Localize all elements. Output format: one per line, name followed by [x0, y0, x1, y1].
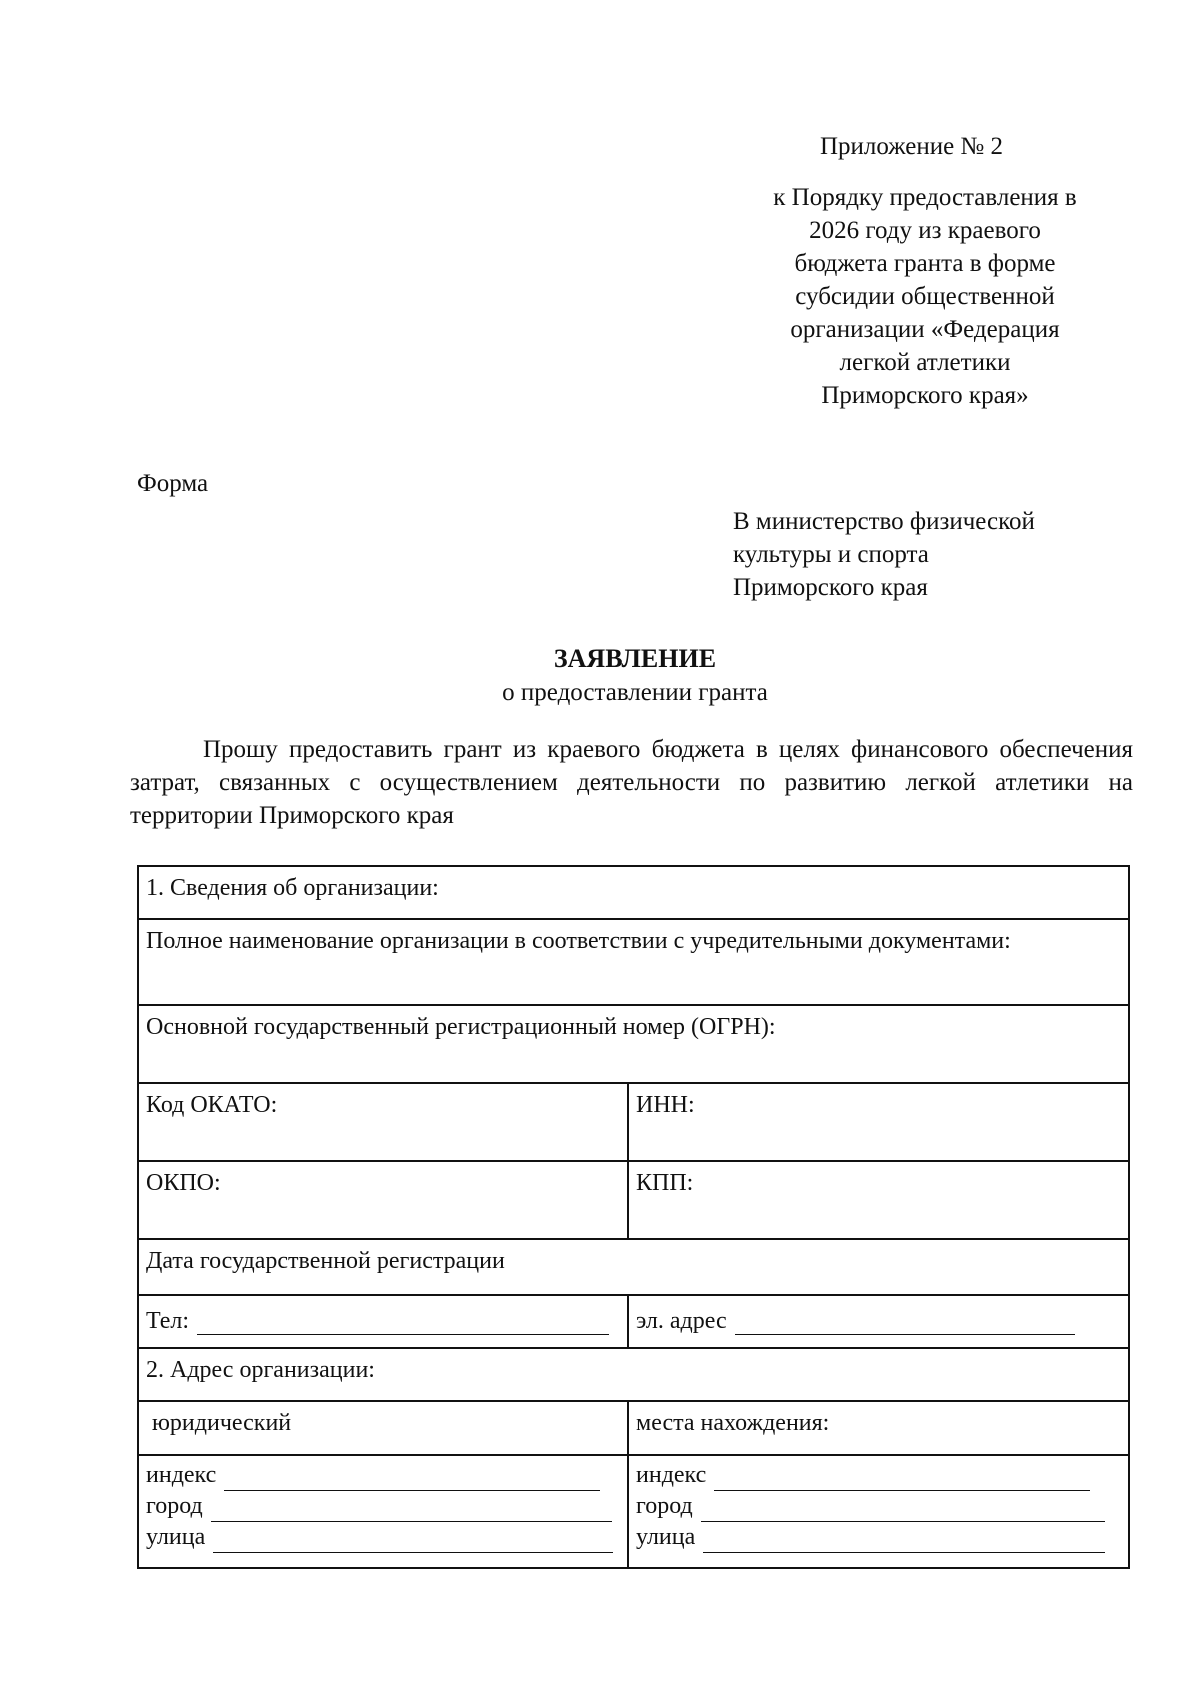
location-address-heading: места нахождения:	[628, 1401, 1129, 1455]
appendix-line: бюджета гранта в форме	[794, 250, 1056, 277]
table-row	[138, 919, 1129, 1005]
location-index-input[interactable]	[714, 1468, 1090, 1491]
request-paragraph: Прошу предоставить грант из краевого бюджета в целях финансового обеспечения затрат, связанных с осуществлением деятельности по развитию легкой атлетики на территории Приморского края	[130, 736, 1133, 829]
appendix-line: субсидии общественной	[795, 283, 1055, 310]
legal-index-input[interactable]	[224, 1468, 600, 1491]
city-label: город	[636, 1493, 693, 1519]
email-label: эл. адрес	[636, 1308, 727, 1334]
inn-field[interactable]: ИНН:	[628, 1083, 1129, 1161]
email-blank-line[interactable]	[735, 1314, 1075, 1335]
registration-date-field[interactable]: Дата государственной регистрации	[138, 1239, 1129, 1295]
addressee-line: В министерство физической	[733, 508, 1035, 535]
appendix-line: 2026 году из краевого	[809, 217, 1041, 244]
table-row	[138, 1083, 1129, 1161]
document-title: ЗАЯВЛЕНИЕ	[553, 644, 717, 673]
phone-field[interactable]	[138, 1295, 628, 1348]
location-city-input[interactable]	[701, 1499, 1105, 1522]
index-label: индекс	[636, 1462, 707, 1488]
table-row	[138, 1348, 1129, 1401]
city-label: город	[146, 1493, 203, 1519]
phone-blank-line[interactable]	[197, 1314, 609, 1335]
legal-street-input[interactable]	[213, 1530, 613, 1553]
appendix-line: Приморского края»	[821, 382, 1029, 409]
appendix-reference	[735, 181, 1115, 412]
appendix-block	[735, 130, 1135, 412]
organization-info-table	[137, 865, 1130, 1569]
phone-label: Тел:	[146, 1308, 190, 1334]
table-row	[138, 1455, 1129, 1568]
appendix-line: легкой атлетики	[839, 349, 1011, 376]
location-street-input[interactable]	[703, 1530, 1105, 1553]
table-row	[138, 866, 1129, 919]
addressee-line: Приморского края	[733, 574, 928, 601]
section2-heading: 2. Адрес организации:	[138, 1348, 1129, 1401]
kpp-field[interactable]: КПП:	[628, 1161, 1129, 1239]
document-subtitle: о предоставлении гранта	[502, 679, 768, 706]
location-address-fields	[628, 1455, 1129, 1568]
legal-address-fields	[138, 1455, 628, 1568]
street-label: улица	[636, 1524, 696, 1550]
email-field[interactable]	[628, 1295, 1129, 1348]
appendix-line: к Порядку предоставления в	[773, 184, 1077, 211]
legal-city-input[interactable]	[211, 1499, 612, 1522]
okato-field[interactable]: Код ОКАТО:	[138, 1083, 628, 1161]
table-row	[138, 1005, 1129, 1083]
ogrn-field[interactable]: Основной государственный регистрационный номер (ОГРН):	[138, 1005, 1129, 1083]
appendix-line: организации «Федерация	[790, 316, 1060, 343]
table-row	[138, 1239, 1129, 1295]
addressee-block	[733, 505, 1133, 604]
addressee-line: культуры и спорта	[733, 541, 929, 568]
full-name-field[interactable]: Полное наименование организации в соответствии с учредительными документами:	[138, 919, 1129, 1005]
table-row	[138, 1161, 1129, 1239]
table-row	[138, 1295, 1129, 1348]
legal-address-heading: юридический	[138, 1401, 628, 1455]
index-label: индекс	[146, 1462, 217, 1488]
appendix-title: Приложение № 2	[820, 133, 1004, 160]
section1-heading: 1. Сведения об организации:	[138, 866, 1129, 919]
table-row	[138, 1401, 1129, 1455]
form-label: Форма	[137, 470, 209, 497]
street-label: улица	[146, 1524, 206, 1550]
okpo-field[interactable]: ОКПО:	[138, 1161, 628, 1239]
